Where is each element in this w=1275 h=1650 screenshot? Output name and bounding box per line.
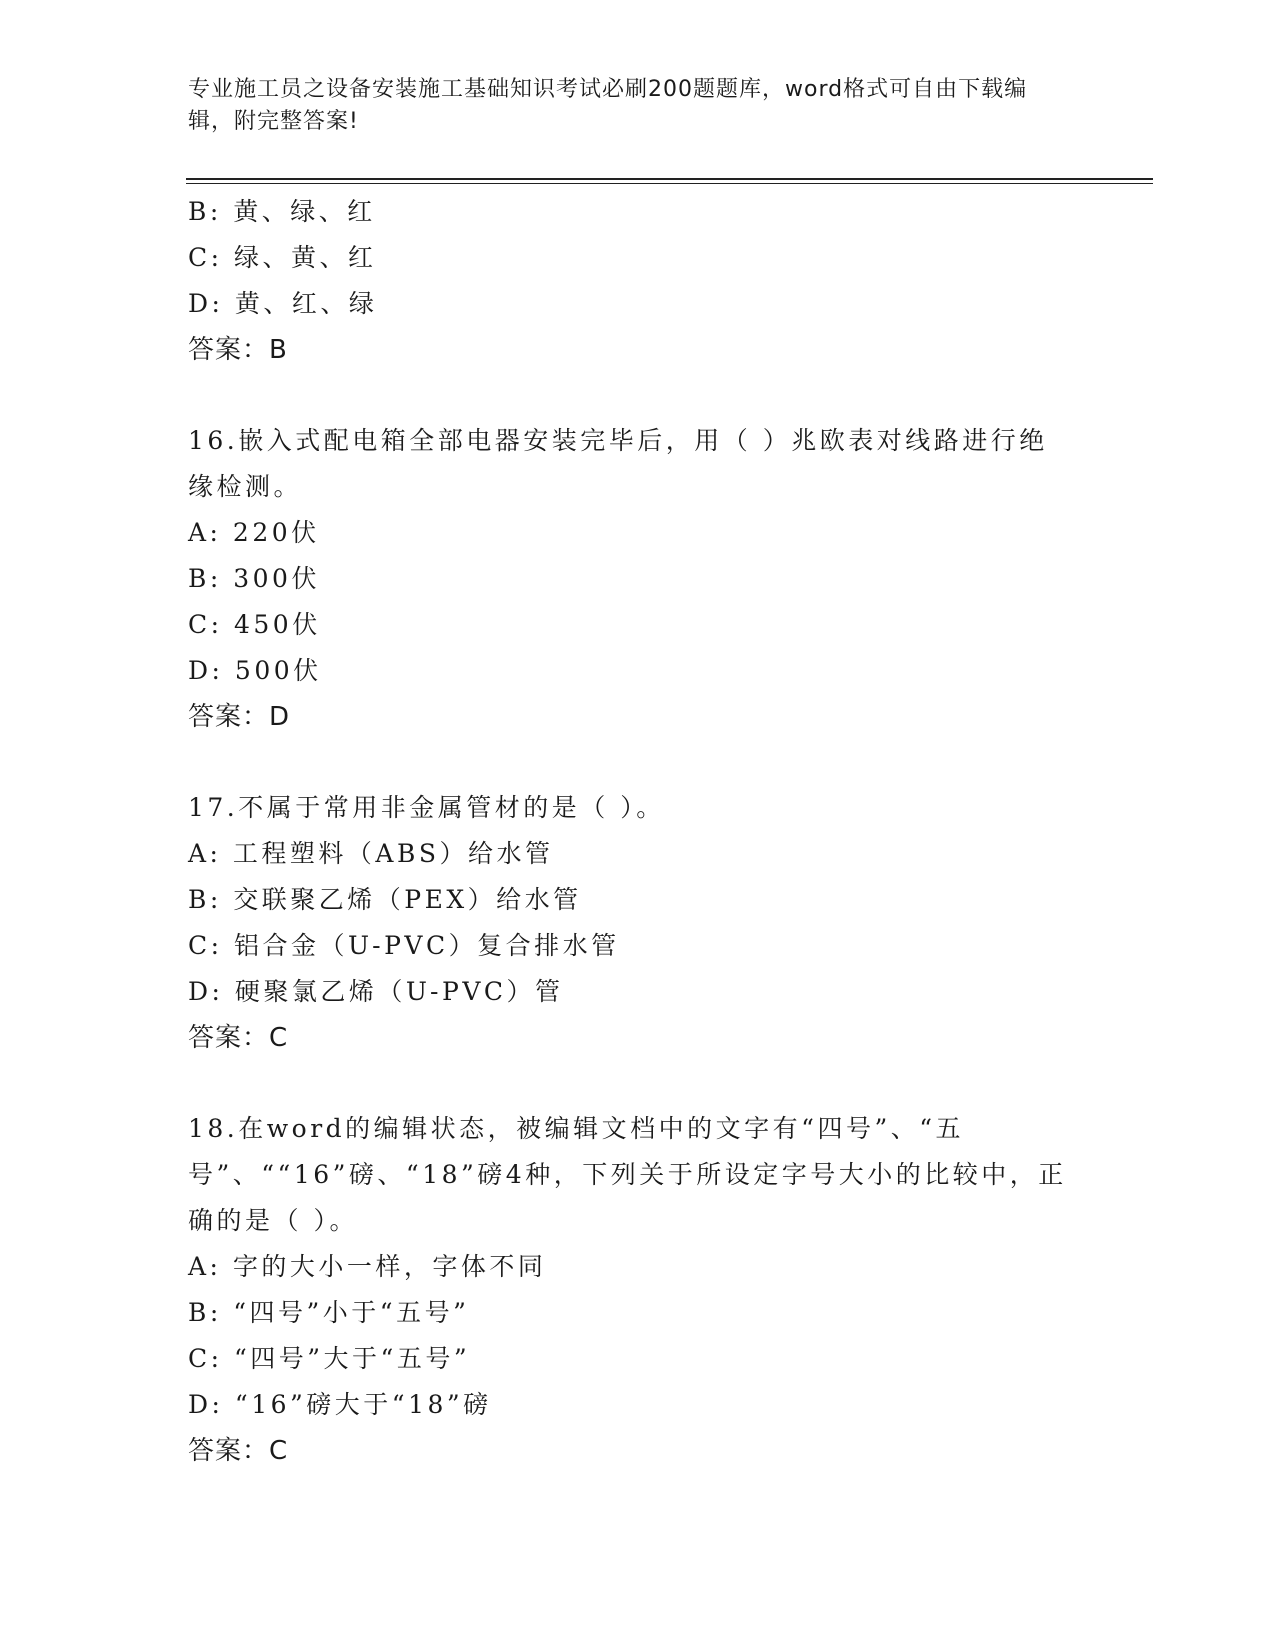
option-d: D: 硬聚氯乙烯（U-PVC）管 [188,977,564,1006]
document-body [188,189,1068,1474]
option-b: B: 300伏 [188,564,320,593]
option-b: B: “四号”小于“五号” [188,1298,470,1327]
question-stem: 18.在word的编辑状态，被编辑文档中的文字有“四号”、“五号”、““16”磅、“18”磅4种，下列关于所设定字号大小的比较中，正确的是（ ）。 [188,1114,1067,1235]
question-stem: 17.不属于常用非金属管材的是（ ）。 [188,793,665,822]
answer: 答案：D [188,702,291,732]
option-d: D: 500伏 [188,656,322,685]
option-d: D: “16”磅大于“18”磅 [188,1390,492,1419]
question-stem: 16.嵌入式配电箱全部电器安装完毕后，用（ ）兆欧表对线路进行绝缘检测。 [188,426,1048,501]
header-rule-thin [186,183,1153,184]
answer: 答案：B [188,335,288,365]
answer: 答案：C [188,1023,289,1053]
option-d: D: 黄、红、绿 [188,289,378,318]
option-a: A: 字的大小一样，字体不同 [188,1252,547,1281]
header-rule-thick [186,178,1153,180]
option-a: A: 工程塑料（ABS）给水管 [188,839,554,868]
document-header: 专业施工员之设备安装施工基础知识考试必刷200题题库，word格式可自由下载编辑，附完整答案! [188,77,1028,134]
option-c: C: “四号”大于“五号” [188,1344,471,1373]
option-b: B: 交联聚乙烯（PEX）给水管 [188,885,582,914]
question-18 [188,1106,1068,1474]
option-a: A: 220伏 [188,518,320,547]
option-b: B: 黄、绿、红 [188,197,376,226]
question-16 [188,418,1068,740]
question-17 [188,785,1068,1061]
answer: 答案：C [188,1436,289,1466]
option-c: C: 450伏 [188,610,321,639]
option-c: C: 绿、黄、红 [188,243,377,272]
question-fragment [188,189,1068,373]
option-c: C: 铝合金（U-PVC）复合排水管 [188,931,620,960]
